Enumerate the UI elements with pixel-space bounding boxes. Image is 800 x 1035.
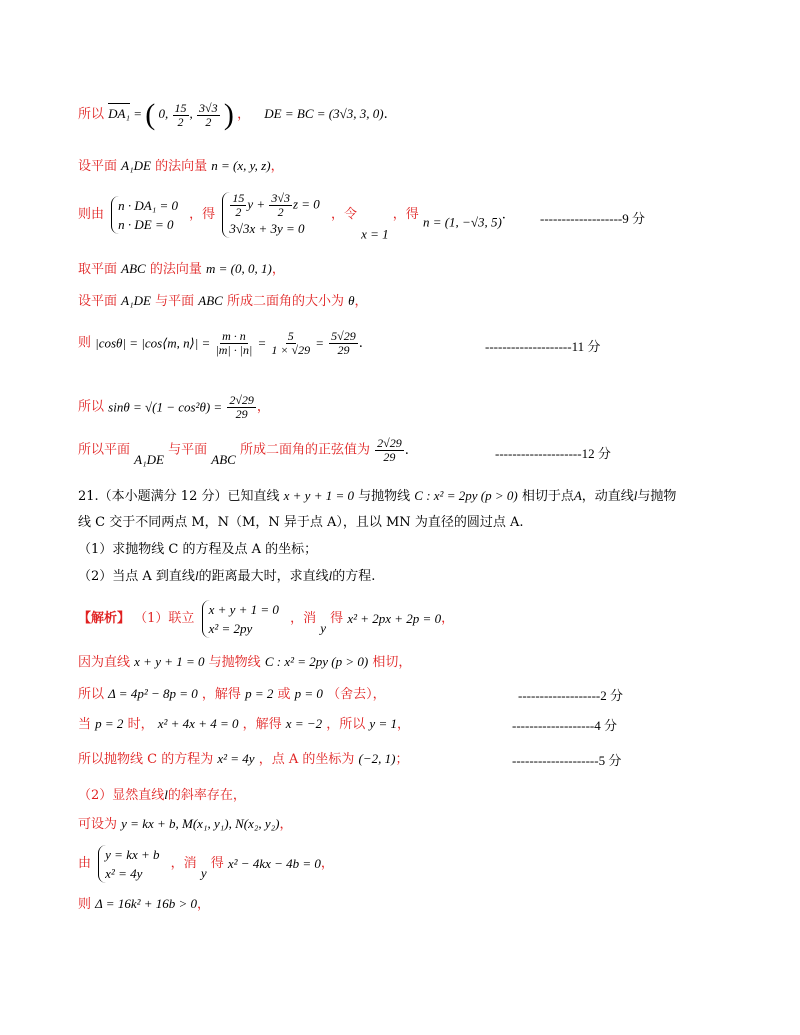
plane-a1de: A₁DE: [121, 158, 151, 173]
frac-den: 29: [337, 343, 350, 357]
q21-moving-line: ，动直线: [581, 489, 634, 504]
s8-get: 得: [210, 856, 224, 871]
frac-num: 5√29: [331, 329, 356, 343]
line-sin: 所以 sinθ = √(1 − cos²θ) = $\frac{2√29}{29}$ ，: [78, 393, 270, 421]
eq3: x² − 4kx − 4b = 0: [227, 856, 321, 871]
delta2: Δ = 16k² + 16b > 0: [95, 896, 198, 911]
sol-equation: x² + 2px + 2p = 0: [347, 611, 442, 626]
q21-line2: [78, 514, 523, 532]
system-3: [202, 600, 283, 638]
plane-abc-3: ABC: [211, 452, 236, 467]
solution-tag: 【解析】: [78, 611, 131, 626]
s8-from: 由: [78, 856, 92, 871]
text-take-plane: 取平面: [78, 262, 118, 277]
frac-num: 15: [232, 191, 245, 205]
sys3-row1: x + y + 1 = 0: [208, 602, 279, 617]
text-set-plane2: 设平面: [78, 294, 118, 309]
sol-line2: [78, 653, 411, 672]
text-zeyou: 则由: [78, 207, 105, 222]
q21-with-parabola: 与抛物线: [358, 489, 411, 504]
x-eq-1: x = 1: [361, 226, 389, 242]
s9-then: 则: [78, 897, 92, 912]
s4-time: 时，: [127, 717, 154, 732]
s2-because: 因为直线: [78, 655, 131, 670]
frac-sine: [375, 437, 404, 464]
plane-abc: ABC: [121, 261, 146, 276]
s4-solve: ，解得: [242, 717, 282, 732]
vec-da1-label: DA₁: [108, 105, 131, 121]
text-sine-value: 所成二面角的正弦值为: [239, 442, 370, 458]
q21-text2: 线 C 交于不同两点 M，N（M，N 异于点 A），且以 MN 为直径的圆过点 A.: [78, 515, 524, 530]
sol-line3: [78, 685, 386, 704]
text-ling: ，令: [330, 207, 357, 222]
frac-den: 1 × √29: [271, 343, 311, 357]
line-sine-value: 所以平面 A₁DE 与平面 ABC 所成二面角的正弦值为 $\frac{2√29}{29}$ .: [78, 436, 409, 467]
paren-right: ): [223, 98, 234, 131]
score-5: --------------------5 分: [512, 753, 622, 768]
q21-part2-c: 的方程.: [332, 569, 376, 584]
line-l: l: [633, 488, 638, 503]
plane-a1de-3: A₁DE: [134, 452, 164, 467]
system-1: [111, 196, 182, 234]
line-da1: 所以 DA₁ = ( 0, $\frac{15}{2}$ , $\frac{3√3}{2}$ ) ， DE = BC = (3√3, 3, 0).: [78, 98, 388, 131]
vec-m: m = (0, 0, 1): [206, 261, 272, 276]
semicolon: ；: [395, 752, 409, 767]
text-normal: 的法向量: [155, 159, 208, 174]
text-de: ，得: [189, 207, 216, 222]
vec-n: n = (x, y, z): [211, 158, 271, 173]
s8-eliminate: ，消: [170, 856, 197, 871]
frac-num: 15: [174, 100, 187, 115]
frac-den: 2: [235, 205, 242, 219]
system-4: [98, 845, 163, 883]
sol-line8: 由 y = kx + b x² = 4y ，消 y 得 x² − 4kx − 4b = 0，: [78, 847, 334, 881]
score-12: --------------------12 分: [495, 446, 611, 461]
sin-lhs: sinθ = √(1 − cos²θ) =: [108, 399, 223, 415]
frac-num: m · n: [222, 329, 246, 343]
vec-n-result: n = (1, −√3, 5): [422, 214, 502, 230]
sol-get: 得: [330, 611, 344, 626]
s2-with-parabola: 与抛物线: [208, 655, 261, 670]
quad-eq: x² + 4x + 4 = 0: [157, 716, 239, 731]
sol-line4: [78, 715, 410, 734]
parabola-eq: C : x² = 2py (p > 0): [414, 488, 518, 503]
p-eq-2b: p = 2: [95, 716, 124, 731]
sys1-row1: n · DA₁ = 0: [118, 198, 179, 213]
sol-line9: 则 Δ = 16k² + 16b > 0，: [78, 896, 211, 912]
text-suoyi: 所以: [78, 106, 105, 122]
p-eq-0: p = 0: [294, 686, 323, 701]
vec-de-bc: DE = BC = (3√3, 3, 0): [264, 105, 384, 121]
frac-sin: [227, 394, 256, 421]
q21-line1: [78, 487, 676, 506]
comma: ，: [237, 106, 251, 122]
theta: θ: [348, 293, 355, 308]
text-with-plane: 与平面: [155, 294, 195, 309]
sys2-row2: 3√3x + 3y = 0: [229, 221, 305, 236]
frac-den: 2: [177, 114, 184, 129]
frac-num: 3√3: [199, 100, 218, 115]
s6-obviously: （2）显然直线: [78, 788, 165, 803]
s7-let: 可设为: [78, 817, 118, 832]
frac-den: |m| · |n|: [215, 343, 253, 357]
vec-da1: DA₁ = ( 0, $\frac{15}{2}$ , $\frac{3√3}{2}$ ): [108, 98, 234, 131]
q21-parab: 与抛物: [637, 489, 677, 504]
sys3-row2: x² = 2py: [208, 621, 253, 636]
s3-or: 或: [277, 687, 291, 702]
frac-den: 29: [235, 407, 248, 421]
plane-a1de-2: A₁DE: [121, 293, 151, 308]
frac-den: 2: [277, 205, 284, 219]
comma: ，: [396, 717, 410, 732]
frac-cos2: [271, 330, 310, 357]
line-l-2: l: [194, 568, 199, 583]
frac-15-2: [173, 102, 189, 129]
frac-den: 2: [205, 114, 212, 129]
text-normal2: 的法向量: [149, 262, 202, 277]
q21-part2-b: 的距离最大时，求直线: [198, 569, 329, 584]
s5-parabola-eq: 所以抛物线 C 的方程为: [78, 752, 214, 767]
x-val: x = −2: [285, 716, 323, 731]
point-a: A: [573, 488, 582, 503]
x2-4y: x² = 4y: [217, 751, 255, 766]
s6-slope-exists: 的斜率存在，: [167, 788, 246, 803]
frac-cos3: [329, 330, 358, 357]
s3-so: 所以: [78, 687, 105, 702]
text-so-plane: 所以平面: [78, 442, 131, 458]
text-suoyi2: 所以: [78, 399, 105, 415]
line-normal-vector: 设平面 A₁DE 的法向量 n = (x, y, z)，: [78, 158, 284, 174]
sys2-r1: y +: [247, 196, 269, 212]
text-set-plane: 设平面: [78, 159, 118, 174]
s2-tangent: 相切，: [372, 655, 412, 670]
sol-line6: [78, 786, 246, 805]
score-2: -------------------2 分: [518, 688, 624, 703]
frac-num: 2√29: [377, 436, 402, 450]
coord-a: (−2, 1): [358, 751, 396, 766]
var-y: y: [320, 620, 327, 636]
score-4: -------------------4 分: [512, 718, 618, 733]
eq-sign: =: [257, 335, 267, 351]
sys4-row2: x² = 4y: [105, 866, 143, 881]
line-equation: x + y + 1 = 0: [283, 488, 354, 503]
sol-line5: [78, 750, 408, 769]
text-ze: 则: [78, 335, 92, 351]
frac-den: 29: [383, 450, 396, 464]
q21-intro: 21.（本小题满分 12 分）已知直线: [78, 489, 280, 504]
line-eq-2: x + y + 1 = 0: [134, 654, 205, 669]
line-dihedral: 设平面 A₁DE 与平面 ABC 所成二面角的大小为 θ，: [78, 293, 368, 309]
frac-num: 2√29: [229, 393, 254, 407]
sol-eliminate: ，消: [290, 611, 317, 626]
frac-num: 3√3: [271, 191, 290, 205]
line-plane-abc: 取平面 ABC 的法向量 m = (0, 0, 1)，: [78, 261, 285, 277]
s5-point-a: ，点 A 的坐标为: [258, 752, 355, 767]
s4-when: 当: [78, 717, 92, 732]
line-solve-normal: 则由 n · DA₁ = 0 n · DE = 0 ，得 $\frac{15}{2}$ y + $\frac{3√3}{2}$ z = 0 3√3x + 3y = 0 ，令 x = 1 ，得 n = (1, −√3, 5).: [78, 191, 506, 242]
q21-part2: [78, 567, 375, 586]
cos-lhs: |cosθ| = |cos⟨m, n⟩| =: [95, 335, 211, 351]
q21-tangent: 相切于点: [521, 489, 574, 504]
q21-part2-a: （2）当点 A 到直线: [78, 569, 195, 584]
line-l-4: l: [164, 787, 168, 802]
sys2-r1b: z = 0: [292, 196, 320, 212]
q21-part1: [78, 541, 317, 559]
score-9: -------------------9 分: [540, 211, 646, 226]
sol-line1: 【解析】 （1）联立 x + y + 1 = 0 x² = 2py ，消 y 得 x² + 2px + 2p = 0，: [78, 602, 455, 636]
sol-join: （1）联立: [134, 611, 195, 626]
s3-solve: ，解得: [201, 687, 241, 702]
p-eq-2: p = 2: [245, 686, 274, 701]
text-dihedral: 所成二面角的大小为: [226, 294, 344, 309]
eq-sign: =: [315, 335, 325, 351]
frac-3r3-2: [197, 102, 220, 129]
parabola-eq-2: C : x² = 2py (p > 0): [264, 654, 369, 669]
q21-part1-text: （1）求抛物线 C 的方程及点 A 的坐标；: [78, 542, 318, 557]
paren-left: (: [145, 98, 156, 131]
da1-val-0: 0,: [158, 105, 169, 121]
sol-line7: 可设为 y = kx + b, M(x₁, y₁), N(x₂, y₂)，: [78, 816, 293, 832]
sys4-row1: y = kx + b: [105, 847, 160, 862]
system-2: [222, 192, 323, 238]
sys1-row2: n · DE = 0: [118, 217, 174, 232]
text-with-plane2: 与平面: [168, 442, 208, 458]
var-y-2: y: [200, 865, 207, 881]
text-de2: ，得: [392, 207, 419, 222]
plane-abc-2: ABC: [198, 293, 223, 308]
set-line: y = kx + b, M(x₁, y₁), N(x₂, y₂): [121, 816, 280, 831]
s4-so: ，所以: [326, 717, 366, 732]
line-l-3: l: [328, 568, 333, 583]
frac-cos1: [215, 330, 252, 357]
score-11: --------------------11 分: [485, 339, 601, 354]
delta-eq: Δ = 4p² − 8p = 0: [108, 686, 198, 701]
y-val: y = 1: [369, 716, 397, 731]
frac-num: 5: [287, 329, 294, 343]
line-cos: 则 |cosθ| = |cos⟨m, n⟩| = $\frac{m \cdot n}{|m| \cdot |n|}$ = $\frac{5}{1 \times √29}$ = $\frac{5√29}{29}$ .: [78, 329, 363, 357]
s3-discard: （舍去），: [327, 687, 386, 702]
